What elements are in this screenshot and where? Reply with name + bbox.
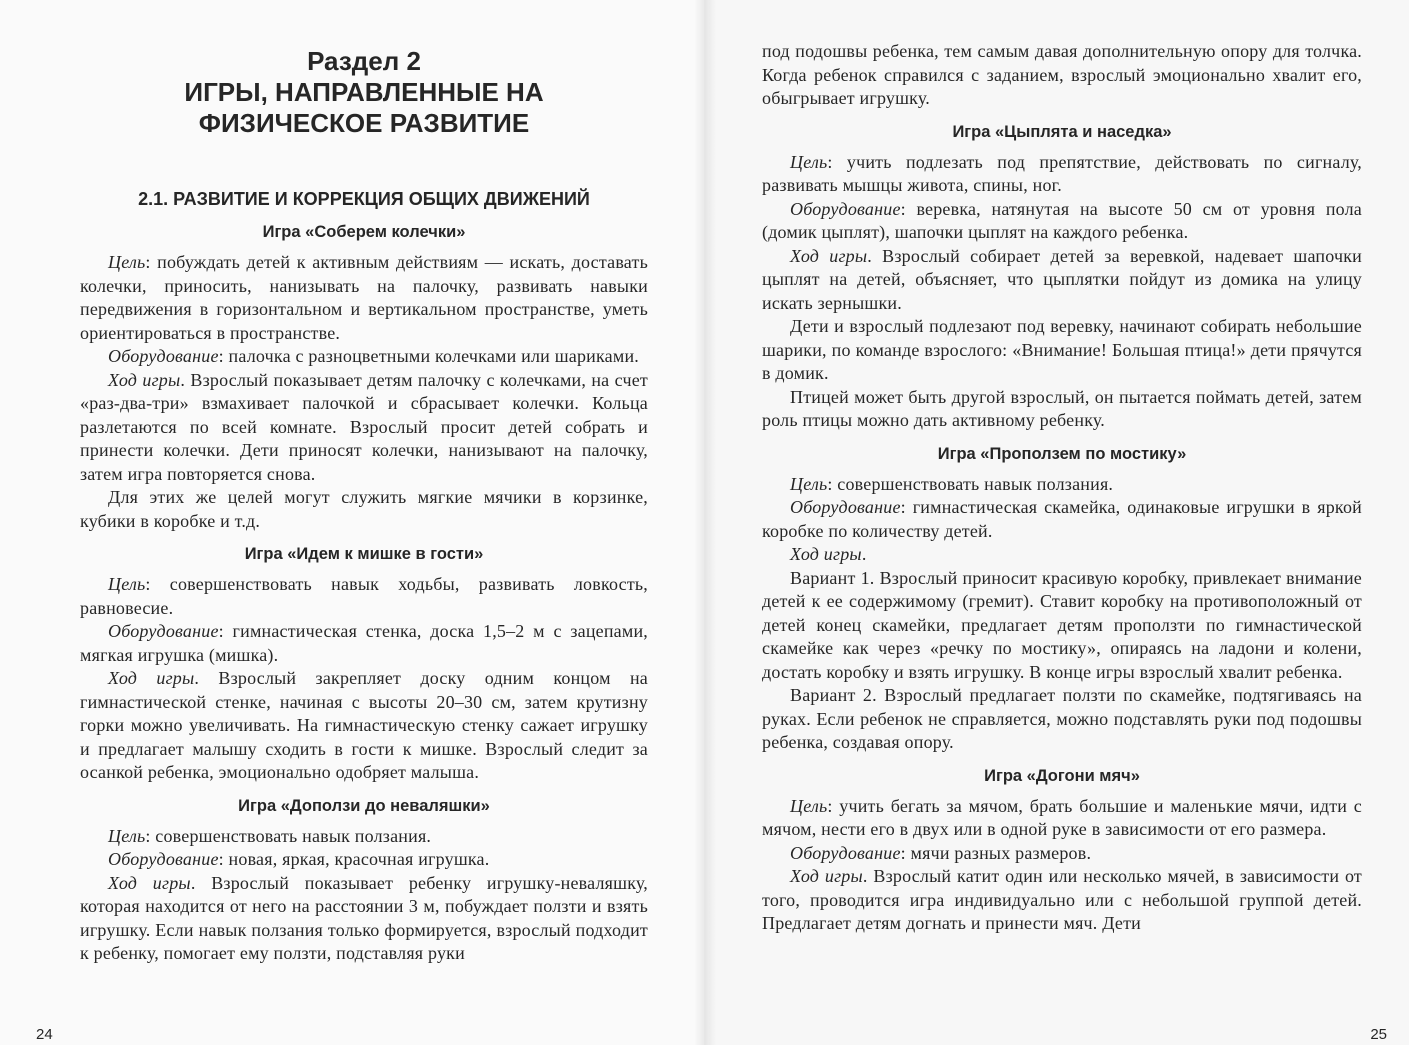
game-paragraph	[80, 825, 648, 849]
game-paragraph	[762, 386, 1362, 433]
paragraph-text: . Взрослый показывает детям палочку с колечками, на счет «раз-два-три» взмахивает палочкой и сбрасывает колечки. Кольца разлетаются по всей комнате. Взрослый просит детей собрать и принести колечки. Дети приносят колечки, нанизывают на палочку, затем игра повторяется снова.	[80, 369, 648, 484]
game-paragraph	[80, 369, 648, 487]
game-block	[762, 121, 1362, 433]
paragraph-label: Ход игры	[108, 872, 191, 893]
paragraph-text: : гимнастическая скамейка, одинаковые игрушки в яркой коробке по количеству детей.	[762, 497, 1362, 541]
game-block	[762, 443, 1362, 755]
paragraph-text: : побуждать детей к активным действиям — искать, доставать колечки, приносить, нанизывать на палочку, развивать навыки передвижения в горизонтальном и вертикальном пространстве, уметь ориентироваться в пространстве.	[80, 252, 648, 343]
section-number: Раздел 2	[307, 46, 421, 76]
game-paragraph	[80, 848, 648, 872]
game-paragraph	[762, 496, 1362, 543]
paragraph-text: .	[861, 544, 867, 564]
right-column	[762, 0, 1362, 936]
paragraph-text: Вариант 1. Взрослый приносит красивую коробку, привлекает внимание детей к ее содержимому (гремит). Ставит коробку на противоположный от детей конец скамейки, предлагает детям проползти по гимнастической скамейке как через «речку по мостику», опираясь на ладони и колени, достать коробку и взять игрушку. В конце игры взрослый хвалит ребенка.	[762, 567, 1362, 682]
game-title: Игра «Соберем колечки»	[262, 223, 466, 241]
game-paragraph	[762, 198, 1362, 245]
paragraph-label: Оборудование	[108, 849, 219, 869]
paragraph-text: : новая, яркая, красочная игрушка.	[218, 849, 490, 869]
section-title: ИГРЫ, НАПРАВЛЕННЫЕ НА ФИЗИЧЕСКОЕ РАЗВИТИЕ	[184, 77, 544, 138]
game-paragraph	[80, 667, 648, 785]
paragraph-label: Ход игры	[108, 369, 181, 390]
paragraph-label: Цель	[108, 825, 146, 846]
game-block	[762, 765, 1362, 936]
left-column	[80, 0, 648, 966]
section-heading	[80, 46, 648, 139]
paragraph-text: : учить подлезать под препятствие, действовать по сигналу, развивать мышцы живота, спины, ног.	[762, 151, 1362, 195]
game-paragraph	[762, 684, 1362, 755]
game-title: Игра «Догони мяч»	[984, 766, 1140, 785]
paragraph-text: Для этих же целей могут служить мягкие мячики в корзинке, кубики в коробке и т.д.	[80, 487, 648, 531]
game-paragraph	[762, 473, 1362, 497]
paragraph-text: : веревка, натянутая на высоте 50 см от уровня пола (домик цыплят), шапочки цыплят на каждого ребенка.	[762, 198, 1362, 242]
game-paragraph	[80, 573, 648, 620]
game-paragraph	[762, 245, 1362, 316]
paragraph-text: : мячи разных размеров.	[900, 842, 1092, 863]
paragraph-label: Оборудование	[108, 621, 219, 641]
subsection-title: 2.1. РАЗВИТИЕ И КОРРЕКЦИЯ ОБЩИХ ДВИЖЕНИЙ	[138, 189, 590, 209]
paragraph-text: . Взрослый катит один или несколько мячей, в зависимости от того, проводится игра индивидуально или с небольшой группой детей. Предлагает детям догнать и принести мяч. Дети	[762, 866, 1363, 933]
page-number: 25	[1370, 1026, 1387, 1043]
page-number: 24	[36, 1026, 53, 1043]
paragraph-text: : совершенствовать навык ходьбы, развивать ловкость, равновесие.	[80, 574, 648, 618]
game-title: Игра «Доползи до неваляшки»	[238, 796, 490, 815]
paragraph-text: . Взрослый закрепляет доску одним концом на гимнастической стенке, начиная с высоты 20–30 см, затем крутизну горки можно увеличивать. На гимнастическую стенку сажает игрушку и предлагает малышу сходить в гости к мишке. Взрослый следит за осанкой ребенка, эмоционально одобряет малыша.	[80, 668, 648, 782]
continuation-paragraph: под подошвы ребенка, тем самым давая дополнительную опору для толчка. Когда ребенок справился с заданием, взрослый эмоционально хвалит его, обыгрывает игрушку.	[762, 41, 1362, 108]
game-paragraph	[80, 620, 648, 667]
paragraph-text: : гимнастическая стенка, доска 1,5–2 м с зацепами, мягкая игрушка (мишка).	[80, 621, 648, 665]
paragraph-text: Птицей может быть другой взрослый, он пытается поймать детей, затем роль птицы можно дать активному ребенку.	[762, 386, 1362, 430]
paragraph-label: Цель	[790, 151, 828, 172]
paragraph-label: Цель	[790, 473, 828, 494]
game-title: Игра «Проползем по мостику»	[937, 444, 1187, 463]
paragraph-text: Дети и взрослый подлезают под веревку, начинают собирать небольшие шарики, по команде взрослого: «Внимание! Большая птица!» дети прячутся в домик.	[762, 316, 1362, 383]
paragraph-label: Цель	[790, 795, 828, 816]
paragraph-label: Цель	[108, 574, 146, 594]
game-paragraph	[80, 251, 648, 345]
paragraph-label: Оборудование	[790, 842, 901, 863]
game-paragraph	[762, 795, 1362, 842]
paragraph-text: : совершенствовать навык ползания.	[827, 473, 1114, 494]
book-gutter	[694, 0, 716, 1045]
game-block	[80, 795, 648, 966]
game-paragraph	[762, 842, 1362, 866]
paragraph-label: Ход игры	[790, 866, 863, 886]
game-title: Игра «Цыплята и наседка»	[952, 122, 1172, 141]
paragraph-text: : учить бегать за мячом, брать большие и маленькие мячи, идти с мячом, нести его в двух или в одной руке в зависимости от его размера.	[762, 795, 1362, 839]
paragraph-text: . Взрослый показывает ребенку игрушку-неваляшку, которая находится от него на расстоянии 3 м, побуждает ползти и взять игрушку. Если навык ползания только формируется, взрослый подходит к ребенку, помогает ему ползти, подставляя руки	[80, 872, 648, 963]
game-block	[80, 221, 648, 533]
paragraph-text: . Взрослый собирает детей за веревкой, надевает шапочки цыплят на детей, объясняет, что цыплятки пойдут из домика на улицу искать зернышки.	[762, 245, 1362, 313]
paragraph-label: Ход игры	[790, 245, 868, 266]
game-paragraph	[762, 567, 1362, 685]
game-paragraph	[762, 865, 1362, 936]
paragraph-label: Оборудование	[790, 198, 901, 219]
paragraph-label: Оборудование	[108, 346, 219, 366]
game-paragraph	[80, 872, 648, 966]
paragraph-label: Цель	[108, 252, 146, 272]
paragraph-label: Ход игры	[790, 544, 862, 564]
paragraph-label: Оборудование	[790, 497, 901, 517]
game-paragraph	[80, 486, 648, 533]
paragraph-text: Вариант 2. Взрослый предлагает ползти по скамейке, подтягиваясь на руках. Если ребенок не справляется, можно подставлять руки под подошвы ребенка, создавая опору.	[762, 685, 1362, 752]
right-page	[704, 0, 1409, 1045]
paragraph-label: Ход игры	[108, 668, 195, 688]
game-paragraph	[762, 151, 1362, 198]
left-page	[0, 0, 704, 1045]
game-title: Игра «Идем к мишке в гости»	[244, 545, 484, 563]
game-paragraph	[762, 543, 1362, 567]
game-paragraph	[762, 315, 1362, 386]
game-block	[80, 543, 648, 785]
game-paragraph	[80, 345, 648, 369]
paragraph-text: : палочка с разноцветными колечками или шариками.	[218, 346, 639, 366]
paragraph-text: : совершенствовать навык ползания.	[145, 825, 432, 846]
